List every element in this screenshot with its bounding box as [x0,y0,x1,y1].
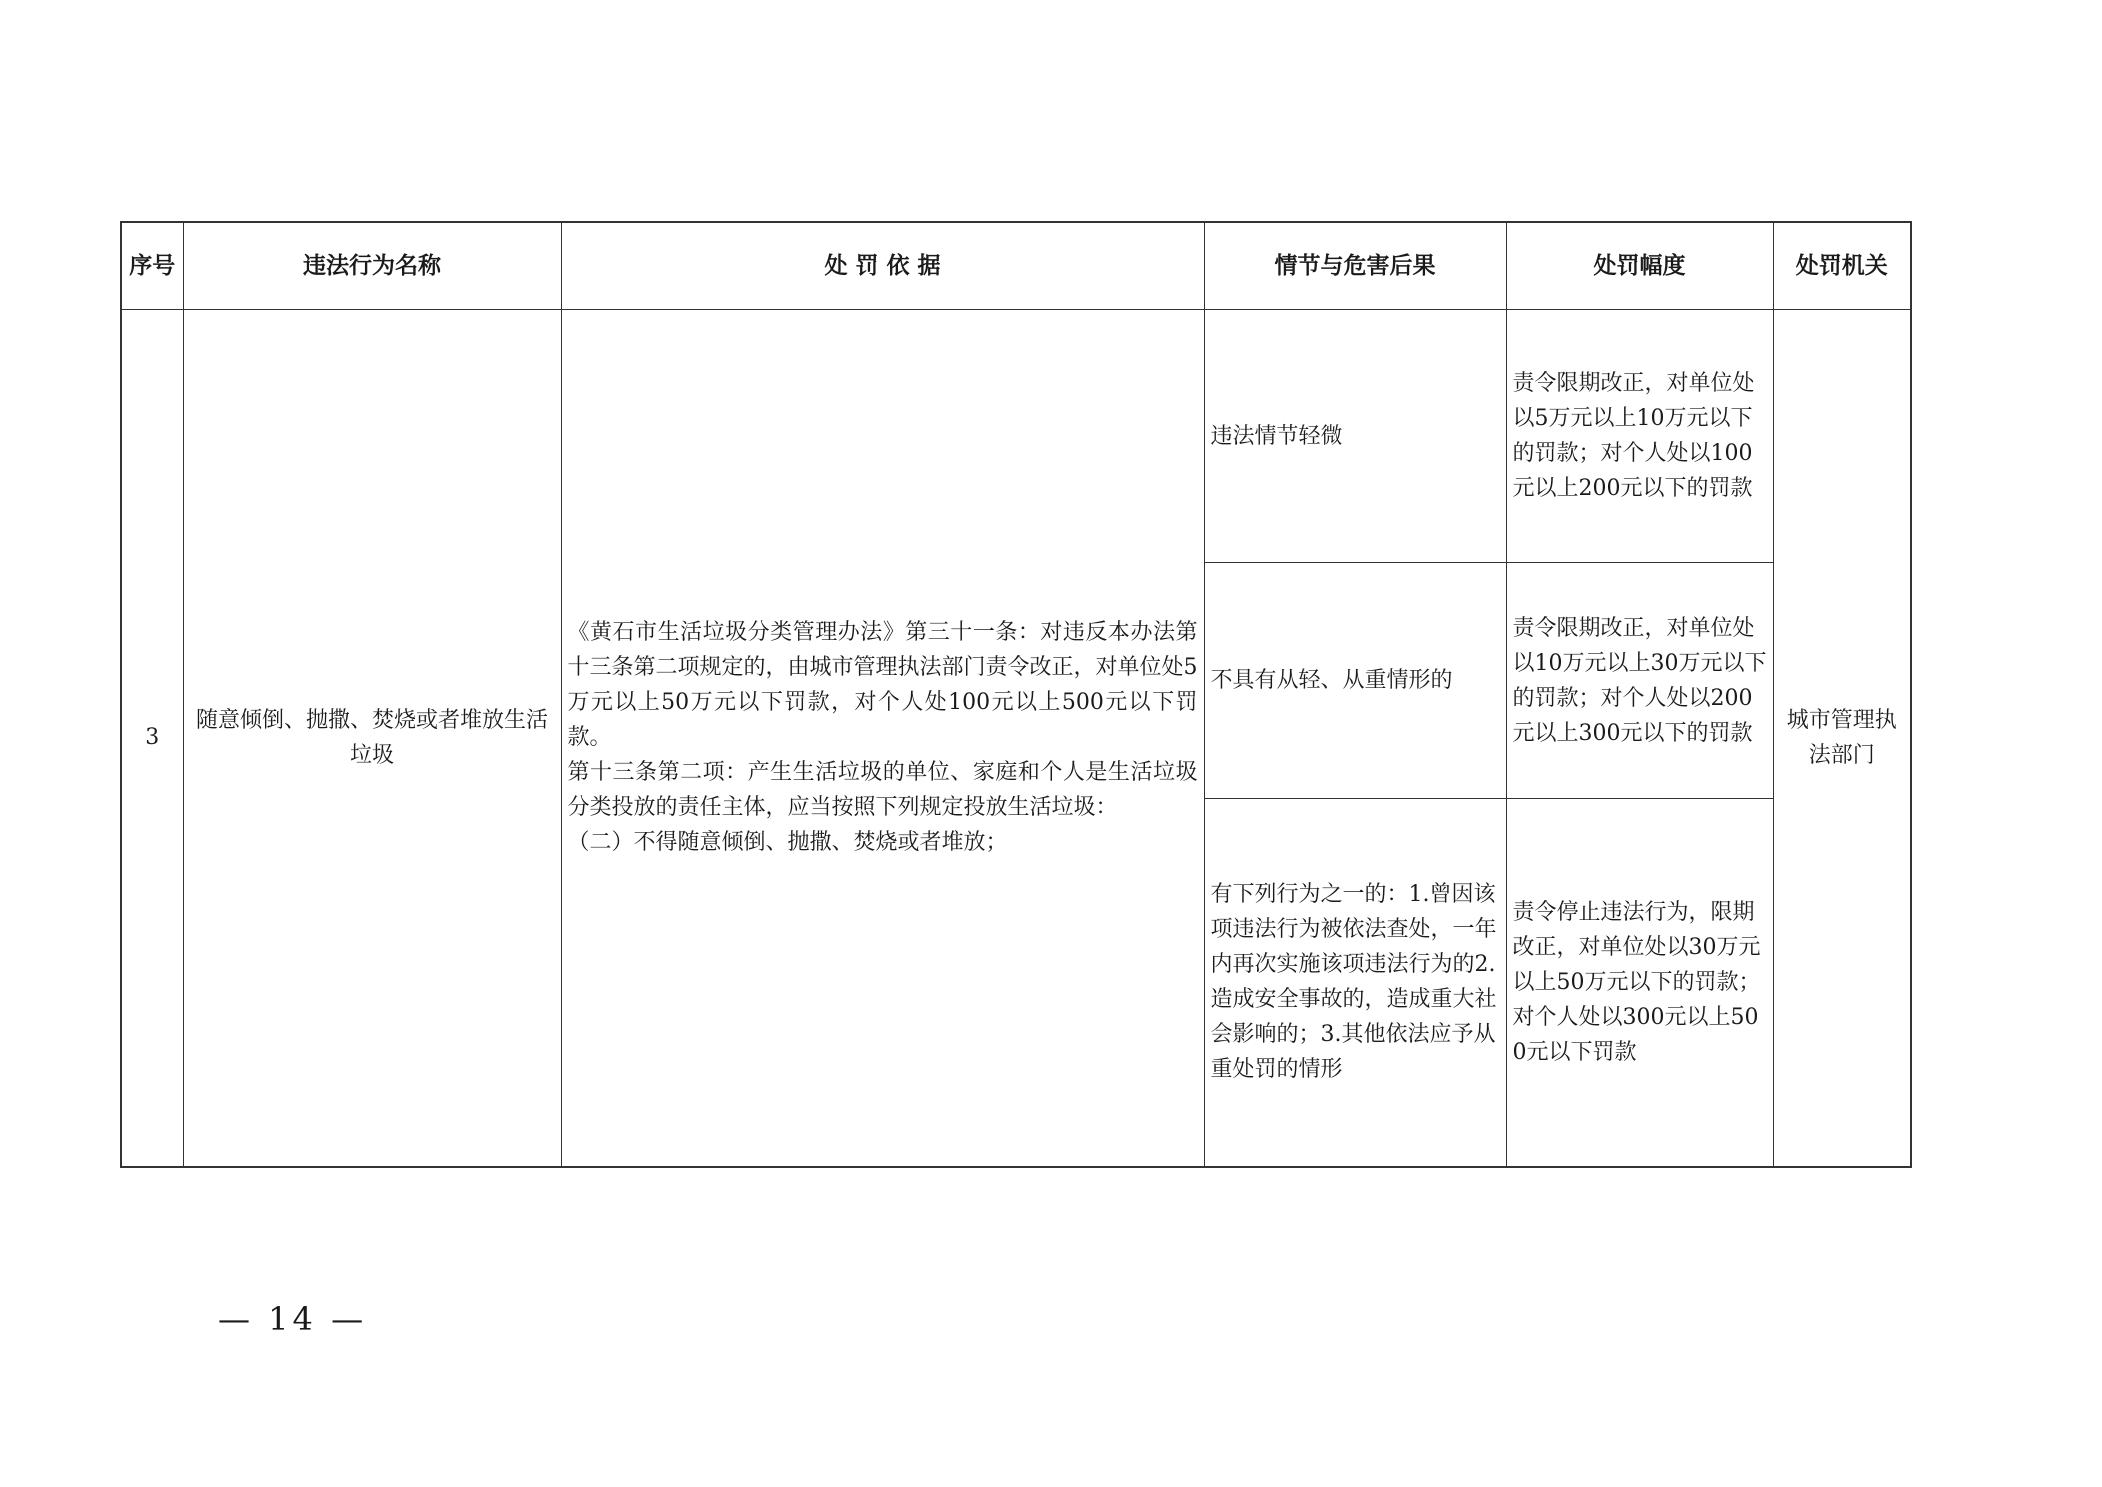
basis-paragraph: 《黄石市生活垃圾分类管理办法》第三十一条：对违反本办法第十三条第二项规定的，由城市管理执法部门责令改正，对单位处5万元以上50万元以下罚款，对个人处100元以上500元以下罚款。 [567,620,1198,751]
header-penalty-range: 处罚幅度 [1506,222,1773,310]
range-minor: 责令限期改正，对单位处以5万元以上10万元以下的罚款；对个人处以100元以上200元以下的罚款 [1506,310,1773,563]
violation-name: 随意倾倒、抛撒、焚烧或者堆放生活垃圾 [183,310,561,1167]
penalty-table [120,221,1912,1168]
circumstance-standard: 不具有从轻、从重情形的 [1204,563,1506,799]
basis-paragraph: （二）不得随意倾倒、抛撒、焚烧或者堆放； [567,830,1008,856]
table-row [121,310,1911,563]
page-number: — 14 — [218,1300,368,1338]
table-header-row [121,222,1911,310]
row-index: 3 [121,310,183,1167]
basis-paragraph: 第十三条第二项：产生生活垃圾的单位、家庭和个人是生活垃圾分类投放的责任主体，应当按照下列规定投放生活垃圾： [567,760,1198,821]
header-violation-name: 违法行为名称 [183,222,561,310]
penalty-basis [561,310,1204,1167]
range-standard: 责令限期改正，对单位处以10万元以上30万元以下的罚款；对个人处以200元以上300元以下的罚款 [1506,563,1773,799]
header-index: 序号 [121,222,183,310]
circumstance-minor: 违法情节轻微 [1204,310,1506,563]
penalty-authority: 城市管理执法部门 [1773,310,1911,1167]
header-authority: 处罚机关 [1773,222,1911,310]
header-circumstance: 情节与危害后果 [1204,222,1506,310]
range-severe: 责令停止违法行为，限期改正，对单位处以30万元以上50万元以下的罚款；对个人处以300元以上500元以下罚款 [1506,799,1773,1167]
header-penalty-basis: 处 罚 依 据 [561,222,1204,310]
circumstance-severe: 有下列行为之一的：1.曾因该项违法行为被依法查处，一年内再次实施该项违法行为的2.造成安全事故的，造成重大社会影响的；3.其他依法应予从重处罚的情形 [1204,799,1506,1167]
